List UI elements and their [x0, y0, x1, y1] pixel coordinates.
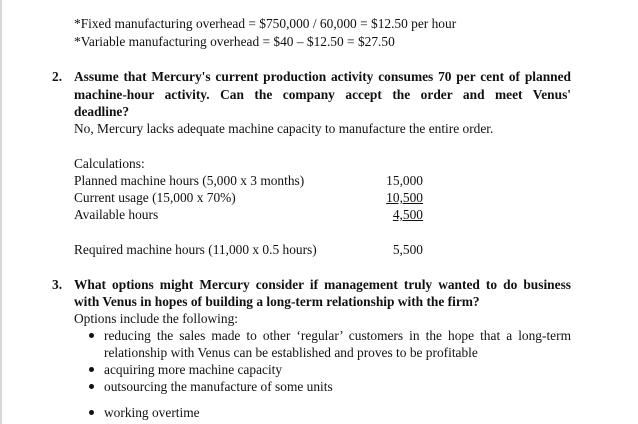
fixed-overhead-footnote: *Fixed manufacturing overhead = $750,000 / 60,000 = $12.50 per hour: [74, 16, 457, 31]
scan-edge: [0, 0, 2, 424]
required-hours-value: 5,500: [392, 242, 423, 257]
question-2-line-1: Assume that Mercury's current production activity consumes 70 per cent of planned: [74, 69, 571, 84]
calc-row-value: [363, 206, 423, 223]
bullet-icon: [89, 367, 94, 372]
option-item: reducing the sales made to other ‘regular’ customers in the hope that a long-term: [104, 328, 571, 343]
variable-overhead-footnote: *Variable manufacturing overhead = $40 – $12.50 = $27.50: [74, 34, 395, 49]
calc-row-value-text: 10,500: [386, 190, 423, 205]
question-3-line-2: with Venus in hopes of building a long-term relationship with the firm?: [74, 294, 480, 309]
calc-row-label: Planned machine hours (5,000 x 3 months): [74, 173, 305, 188]
question-3-line-1: What options might Mercury consider if management truly wanted to do business: [74, 277, 571, 292]
calculations-heading: Calculations:: [74, 156, 145, 171]
question-3-number: 3.: [52, 277, 63, 292]
question-2-answer: No, Mercury lacks adequate machine capacity to manufacture the entire order.: [74, 121, 494, 136]
calc-row-value: 15,000: [386, 173, 423, 188]
calc-row-label: Available hours: [74, 207, 159, 222]
required-hours-label: Required machine hours (11,000 x 0.5 hours): [74, 242, 317, 257]
option-item-continuation: relationship with Venus can be established and proves to be profitable: [104, 345, 478, 360]
option-item: working overtime: [104, 405, 200, 420]
bullet-icon: [89, 333, 94, 338]
option-item: acquiring more machine capacity: [104, 362, 283, 377]
options-intro: Options include the following:: [74, 311, 239, 326]
option-item: outsourcing the manufacture of some units: [104, 379, 333, 394]
calc-row-value: [363, 189, 423, 206]
bullet-icon: [89, 410, 94, 415]
question-2-line-3: deadline?: [74, 104, 130, 119]
question-2-number: 2.: [52, 69, 63, 84]
calc-row-label: Current usage (15,000 x 70%): [74, 190, 236, 205]
bullet-icon: [89, 384, 94, 389]
question-2-line-2: machine-hour activity. Can the company accept the order and meet Venus': [74, 87, 571, 102]
calc-row-value-text: 4,500: [392, 207, 423, 222]
